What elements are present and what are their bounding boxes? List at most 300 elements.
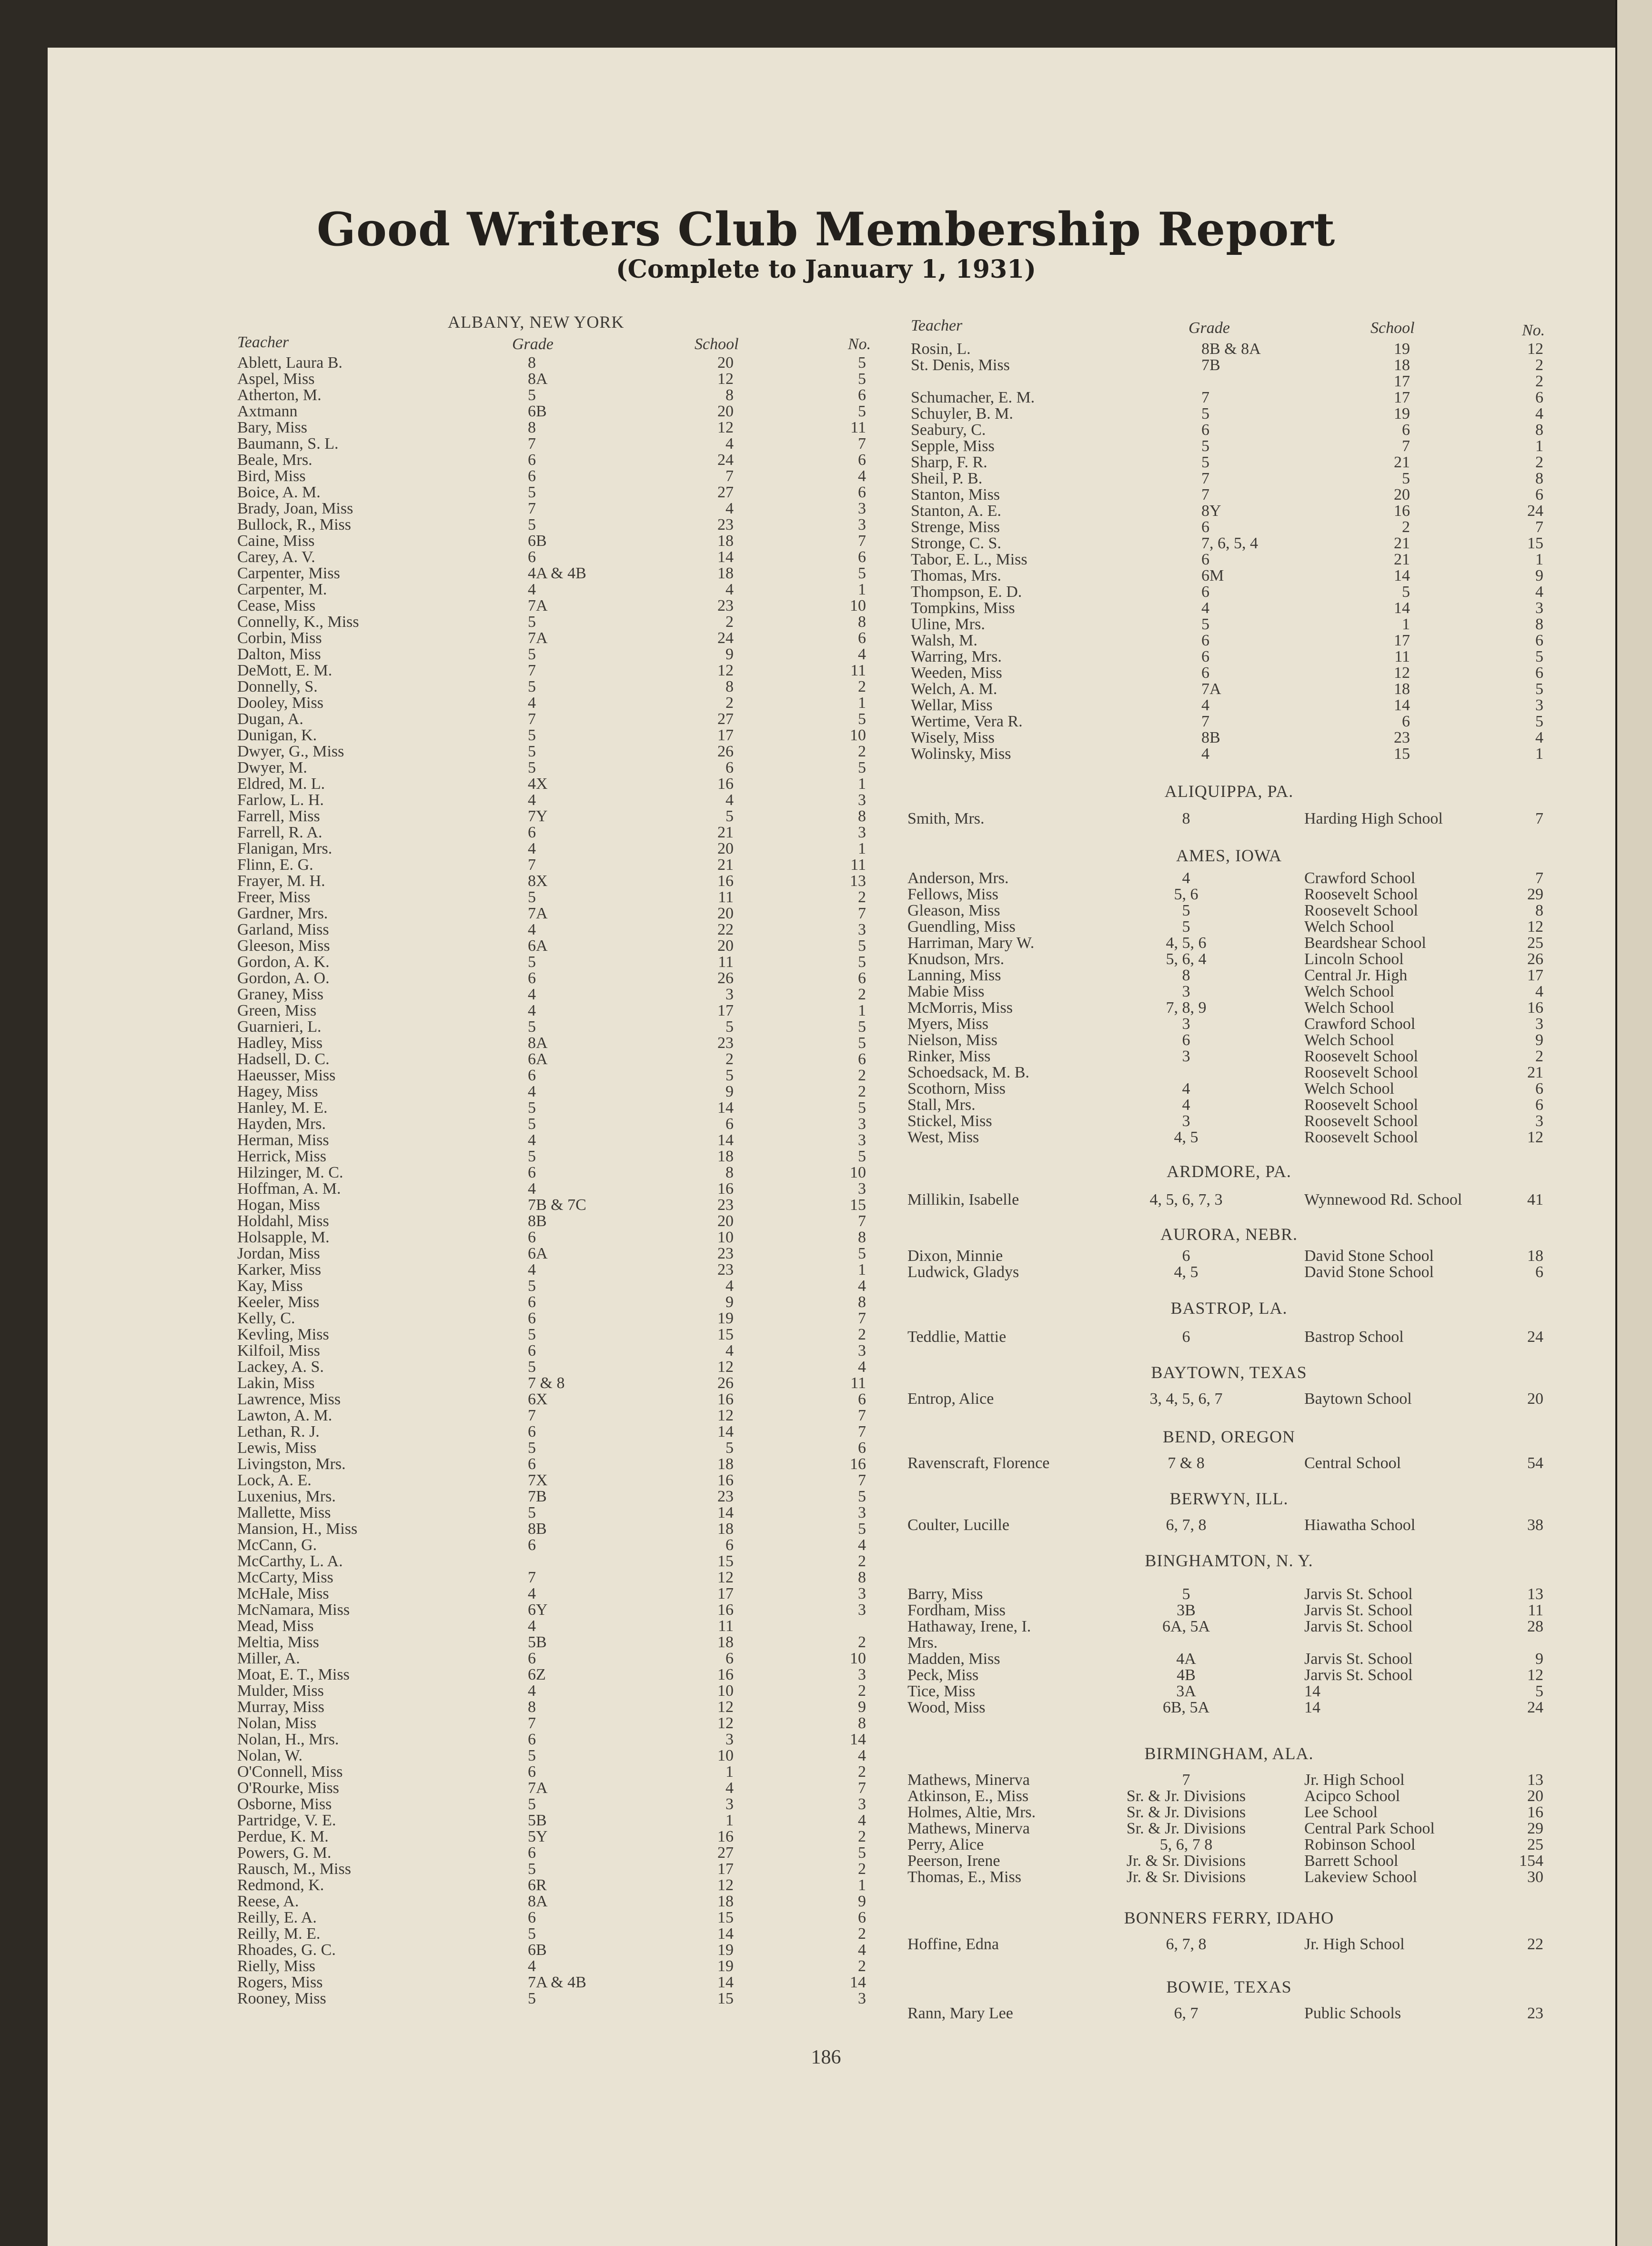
count-cell: 20 [1527,1787,1543,1805]
teacher-cell: Hogan, Miss [237,1196,320,1214]
teacher-cell: Hadley, Miss [237,1034,323,1052]
count-cell: 17 [1527,967,1543,984]
table-row [0,1068,905,1084]
school-cell: 20 [717,937,734,955]
school-cell: 1 [725,1812,734,1829]
count-cell: 24 [1527,1699,1543,1716]
teacher-cell: Uline, Mrs. [911,615,985,633]
count-cell: 7 [858,905,866,922]
school-cell: 20 [717,1212,734,1230]
grade-cell: 3B [1177,1601,1196,1619]
grade-cell: 6 [1201,551,1209,568]
teacher-cell: Guendling, Miss [907,918,1016,936]
school-cell: 11 [718,1617,734,1635]
teacher-cell: Connelly, K., Miss [237,613,359,631]
count-cell: 7 [858,1309,866,1327]
table-row [0,714,1572,730]
table-row [0,1893,905,1910]
grade-cell: 4, 5 [1174,1128,1199,1146]
count-cell: 6 [858,629,866,647]
grade-cell: 5 [528,1018,536,1036]
school-cell: 15 [717,1909,734,1926]
teacher-cell: Graney, Miss [237,986,323,1003]
grade-cell: 5 [1201,453,1209,471]
teacher-cell: Stanton, A. E. [911,502,1001,520]
school-cell: 16 [717,1471,734,1489]
header-grade: Grade [512,335,554,353]
school-cell: 16 [717,1390,734,1408]
table-row [0,1699,905,1715]
school-cell: 4 [725,500,734,517]
school-cell: Bastrop School [1304,1328,1404,1346]
count-cell: 5 [858,1520,866,1538]
teacher-cell: Ravenscraft, Florence [907,1454,1050,1472]
table-row [0,1651,905,1667]
count-cell: 9 [1535,1031,1543,1049]
school-cell: 14 [1394,696,1410,714]
table-row [0,857,905,873]
count-cell: 29 [1527,1820,1543,1837]
teacher-cell: Nolan, H., Mrs. [237,1731,339,1748]
table-row [0,808,905,825]
teacher-cell: Ablett, Laura B. [237,354,342,372]
table-row [0,1974,905,1991]
city-heading: BIRMINGHAM, ALA. [1144,1744,1314,1763]
table-row [0,1003,905,1019]
teacher-cell: Teddlie, Mattie [907,1328,1007,1346]
grade-cell: 8 [528,354,536,372]
teacher-cell: Strenge, Miss [911,518,1000,536]
teacher-cell: Rausch, M., Miss [237,1860,351,1878]
count-cell: 1 [1535,551,1543,568]
teacher-cell: Rinker, Miss [907,1047,991,1065]
teacher-cell: Lanning, Miss [907,967,1001,984]
grade-cell: Sr. & Jr. Divisions [1126,1787,1246,1805]
count-cell: 13 [850,872,866,890]
school-cell: Welch School [1304,1031,1394,1049]
school-cell: 5 [725,1439,734,1457]
count-cell: 2 [858,743,866,760]
teacher-cell: Caine, Miss [237,532,315,550]
table-row [0,1537,905,1553]
teacher-cell: Lawton, A. M. [237,1407,332,1424]
school-cell: Jarvis St. School [1304,1618,1413,1635]
albany-cont-table [0,341,1572,762]
grade-cell: 4, 5, 6, 7, 3 [1149,1191,1223,1209]
table-row [0,1764,905,1780]
table-row [0,873,905,889]
grade-cell: 6B, 5A [1162,1699,1210,1716]
grade-cell: 4X [528,775,548,793]
school-cell: 4 [725,1277,734,1295]
teacher-cell: Schuyler, B. M. [911,405,1013,423]
school-cell: 27 [717,483,734,501]
grade-cell: 7Y [528,807,548,825]
grade-cell: 4 [1182,869,1190,887]
school-cell: 20 [717,905,734,922]
school-cell: David Stone School [1304,1247,1434,1265]
grade-cell: 6, 7, 8 [1166,1935,1207,1953]
teacher-cell: Rhoades, G. C. [237,1941,336,1959]
teacher-cell: Dugan, A. [237,710,303,728]
count-cell: 4 [1535,983,1543,1000]
count-cell: 5 [1535,713,1543,730]
teacher-cell: Eldred, M. L. [237,775,325,793]
grade-cell: 6 [528,1731,536,1748]
grade-cell: 5 [528,1326,536,1343]
grade-cell: 4 [528,1180,536,1198]
teacher-cell: Kilfoil, Miss [237,1342,320,1360]
grade-cell: 6 [1182,1247,1190,1265]
table-row [0,1213,905,1229]
page-number: 186 [811,2046,841,2068]
grade-cell: 4 [528,694,536,712]
grade-cell: 7 [528,856,536,874]
school-cell: 10 [717,1682,734,1700]
teacher-cell: Farrell, Miss [237,807,320,825]
grade-cell: 6 [528,1342,536,1360]
school-cell: 19 [1394,405,1410,423]
teacher-cell: Hagey, Miss [237,1083,318,1100]
teacher-cell: Fellows, Miss [907,886,998,903]
report-subtitle: (Complete to January 1, 1931) [616,255,1036,284]
teacher-cell: Anderson, Mrs. [907,869,1009,887]
school-cell: 21 [717,824,734,841]
grade-cell: 7 & 8 [1168,1454,1205,1472]
count-cell: 9 [858,1698,866,1716]
grade-cell: 6A [528,937,548,955]
grade-cell: 6A [528,1245,548,1262]
teacher-cell: Mansion, H., Miss [237,1520,358,1538]
grade-cell: 4 [1182,1096,1190,1114]
count-cell: 4 [1535,729,1543,746]
teacher-cell: Dixon, Minnie [907,1247,1003,1265]
count-cell: 4 [858,1277,866,1295]
grade-cell: 5, 6 [1174,886,1199,903]
grade-cell: 4 [1201,696,1209,714]
table-row [0,1829,905,1845]
grade-cell: 4 [528,791,536,809]
school-cell: Wynnewood Rd. School [1304,1191,1462,1209]
section-albany: ALBANY, NEW YORK [448,312,625,332]
school-cell: 23 [717,516,734,534]
count-cell: 2 [858,1326,866,1343]
grade-cell: 5 [528,483,536,501]
school-cell: 20 [1394,486,1410,504]
count-cell: 3 [858,791,866,809]
grade-cell: 7 [528,710,536,728]
table-row [0,954,905,970]
teacher-cell: Sharp, F. R. [911,453,987,471]
count-cell: 12 [1527,918,1543,936]
count-cell: 15 [850,1196,866,1214]
table-row [0,341,1572,357]
grade-cell: 6 [528,1650,536,1667]
grade-cell: 5, 6, 4 [1166,950,1207,968]
grade-cell: 4 [528,1261,536,1279]
teacher-cell: Brady, Joan, Miss [237,500,353,517]
teacher-cell: DeMott, E. M. [237,662,332,679]
count-cell: 5 [858,370,866,388]
grade-cell: 7 [528,1407,536,1424]
teacher-cell: Partridge, V. E. [237,1812,336,1829]
count-cell: 6 [858,548,866,566]
count-cell: 6 [1535,632,1543,649]
teacher-cell: Holdahl, Miss [237,1212,329,1230]
header-no: No. [848,335,871,353]
teacher-cell: Gleason, Miss [907,902,1000,919]
teacher-cell: O'Rourke, Miss [237,1779,339,1797]
grade-cell: 8Y [1201,502,1221,520]
school-cell: 14 [717,1423,734,1440]
table-row [0,743,1572,763]
count-cell: 12 [1527,1666,1543,1684]
count-cell: 5 [1535,648,1543,665]
grade-cell: 6 [528,1067,536,1084]
header-school-right: School [1370,319,1415,337]
school-cell: Jarvis St. School [1304,1666,1413,1684]
count-cell: 2 [858,1682,866,1700]
grade-cell: 5 [528,386,536,404]
school-cell: 17 [1394,389,1410,406]
teacher-cell: West, Miss [907,1128,979,1146]
school-cell: 26 [717,969,734,987]
school-cell: 23 [717,1196,734,1214]
teacher-cell: Rann, Mary Lee [907,2004,1013,2022]
count-cell: 2 [858,1828,866,1845]
school-cell: 7 [1402,437,1410,455]
school-cell: 21 [717,856,734,874]
grade-cell: 8B [528,1212,547,1230]
count-cell: 10 [850,1164,866,1181]
teacher-cell: Hoffman, A. M. [237,1180,341,1198]
count-cell: 5 [858,1844,866,1862]
table-row [0,1100,905,1116]
table-row [0,730,1572,746]
count-cell: 4 [1535,405,1543,423]
table-row [0,694,1572,714]
grade-cell: 7 [528,435,536,453]
count-cell: 3 [858,1115,866,1133]
school-cell: 19 [717,1309,734,1327]
table-row [0,1553,905,1570]
count-cell: 3 [858,921,866,938]
table-row [0,1262,905,1278]
table-row [0,1424,905,1440]
table-row [0,1375,905,1391]
count-cell: 5 [858,1099,866,1117]
teacher-cell: Sheil, P. B. [911,470,983,487]
school-cell: Robinson School [1304,1836,1416,1853]
count-cell: 2 [858,888,866,906]
school-cell: 10 [717,1747,734,1764]
grade-cell: 5 [528,678,536,695]
grade-cell: 5 [528,1860,536,1878]
table-row [0,1116,905,1132]
teacher-cell: Carey, A. V. [237,548,315,566]
teacher-cell: Freer, Miss [237,888,311,906]
school-cell: 14 [1394,567,1410,584]
teacher-cell: Tabor, E. L., Miss [911,551,1027,568]
teacher-cell: Coulter, Lucille [907,1516,1009,1534]
teacher-cell: Green, Miss [237,1002,317,1019]
grade-cell: 7A [528,1779,548,1797]
count-cell: 5 [1535,1682,1543,1700]
grade-cell: 5 [1182,918,1190,936]
school-cell: 24 [717,451,734,469]
school-cell: 1 [1402,615,1410,633]
count-cell: 154 [1519,1852,1543,1870]
count-cell: 12 [1527,340,1543,358]
grade-cell: 3 [1182,1047,1190,1065]
table-row [0,1586,905,1602]
school-cell: Central Park School [1304,1820,1435,1837]
teacher-cell: Aspel, Miss [237,370,315,388]
school-cell: 14 [1304,1682,1320,1700]
grade-cell: 4 [1201,599,1209,617]
grade-cell: 3 [1182,983,1190,1000]
table-row [0,451,1572,471]
grade-cell: Jr. & Sr. Divisions [1126,1868,1246,1886]
grade-cell: 8A [528,1893,548,1910]
school-cell: Public Schools [1304,2004,1401,2022]
teacher-cell: Meltia, Miss [237,1633,319,1651]
count-cell: 5 [858,1034,866,1052]
school-cell: 21 [1394,453,1410,471]
grade-cell: 3 [1182,1015,1190,1033]
school-cell: Roosevelt School [1304,1096,1418,1114]
table-row [0,1310,905,1327]
teacher-cell: McCann, G. [237,1536,317,1554]
school-cell: 17 [717,1002,734,1019]
school-cell: Crawford School [1304,1015,1416,1033]
grade-cell: 6 [528,548,536,566]
table-row [0,1148,905,1165]
grade-cell: 5 [528,516,536,534]
grade-cell: 6 [1182,1031,1190,1049]
school-cell: 12 [717,419,734,436]
school-cell: 27 [717,710,734,728]
teacher-cell: Hanley, M. E. [237,1099,328,1117]
grade-cell: 7 [1201,713,1209,730]
grade-cell: 6 [528,969,536,987]
school-cell: 14 [1394,599,1410,617]
teacher-cell: Knudson, Mrs. [907,950,1005,968]
count-cell: 3 [858,1601,866,1619]
count-cell: 1 [858,840,866,857]
grade-cell: 7 [528,1714,536,1732]
grade-cell: 4, 5 [1174,1263,1199,1281]
teacher-cell: Schumacher, E. M. [911,389,1035,406]
teacher-cell: Smith, Mrs. [907,810,985,827]
count-cell: 28 [1527,1618,1543,1635]
count-cell: 29 [1527,886,1543,903]
school-cell: 4 [725,581,734,598]
school-cell: 17 [717,1860,734,1878]
table-row [0,516,1572,536]
teacher-cell: Gardner, Mrs. [237,905,328,922]
school-cell: Roosevelt School [1304,1128,1418,1146]
school-cell: 23 [1394,729,1410,746]
teacher-cell: Peerson, Irene [907,1852,1000,1870]
table-row [0,532,1572,552]
school-cell: 6 [725,1650,734,1667]
school-cell: 15 [717,1552,734,1570]
grade-cell: 8 [528,1698,536,1716]
city-heading: BAYTOWN, TEXAS [1151,1363,1307,1382]
school-cell: 27 [717,1844,734,1862]
teacher-cell: Flanigan, Mrs. [237,840,332,857]
count-cell: 20 [1527,1390,1543,1408]
count-cell: 11 [850,419,866,436]
school-cell: Acipco School [1304,1787,1400,1805]
table-row [0,597,1572,617]
grade-cell: 8 [1182,810,1190,827]
school-cell: Jarvis St. School [1304,1650,1413,1668]
count-cell: 1 [858,581,866,598]
grade-cell: 6 [528,824,536,841]
count-cell: 4 [858,1941,866,1959]
teacher-cell: Beale, Mrs. [237,451,312,469]
grade-cell: 7A [528,905,548,922]
grade-cell: 5 [528,1925,536,1943]
school-cell: 18 [717,564,734,582]
grade-cell: 6 [1201,648,1209,665]
teacher-cell: Tompkins, Miss [911,599,1015,617]
teacher-cell: Mead, Miss [237,1617,314,1635]
table-row [0,1359,905,1375]
school-cell: 17 [717,1585,734,1602]
school-cell: 6 [725,1536,734,1554]
table-row [0,678,1572,698]
table-row [0,1456,905,1472]
school-cell: 22 [717,921,734,938]
table-row [0,841,905,857]
grade-cell: Jr. & Sr. Divisions [1126,1852,1246,1870]
teacher-cell: Nolan, Miss [237,1714,317,1732]
teacher-cell: Tice, Miss [907,1682,976,1700]
count-cell: 22 [1527,1935,1543,1953]
teacher-cell: Hadsell, D. C. [237,1050,330,1068]
teacher-cell: Thompson, E. D. [911,583,1022,601]
count-cell: 11 [850,662,866,679]
table-row [0,1035,905,1051]
grade-cell: 6 [528,1309,536,1327]
count-cell: 8 [1535,470,1543,487]
count-cell: 2 [1535,453,1543,471]
count-cell: 4 [858,467,866,485]
count-cell: 6 [858,1439,866,1457]
school-cell: Roosevelt School [1304,1112,1418,1130]
school-cell: 12 [717,1358,734,1376]
school-cell: 23 [717,1261,734,1279]
school-cell: 4 [725,1779,734,1797]
grade-cell: 6R [528,1876,547,1894]
school-cell: Welch School [1304,1080,1394,1098]
count-cell: 3 [858,1504,866,1521]
teacher-cell: Garland, Miss [237,921,329,938]
teacher-cell: Wertime, Vera R. [911,713,1023,730]
school-cell: 17 [717,726,734,744]
grade-cell: 5 [528,1115,536,1133]
school-cell: 16 [717,1828,734,1845]
school-cell: 16 [1394,502,1410,520]
grade-cell: 6 [528,1844,536,1862]
school-cell: 7 [725,467,734,485]
table-row [0,1343,905,1359]
grade-cell: 5 [528,1795,536,1813]
grade-cell: 4 [528,1002,536,1019]
